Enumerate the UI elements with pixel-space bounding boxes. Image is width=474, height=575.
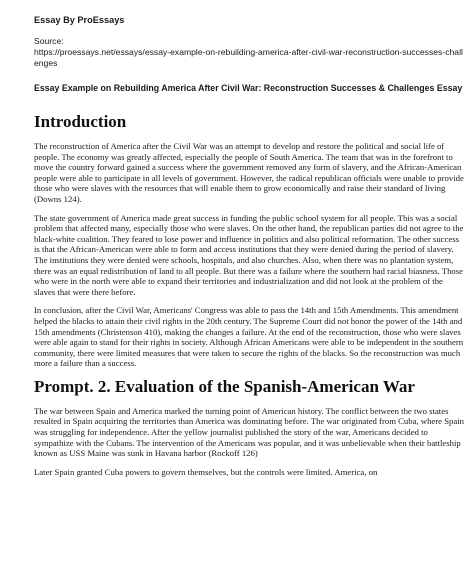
source-label: Source: <box>34 36 64 46</box>
section-prompt-2 <box>34 377 464 478</box>
brand-label: Essay By ProEssays <box>34 15 125 25</box>
paragraph: The war between Spain and America marked the turning point of American history. The conflict between the two states resulted in Spain acquiring the territories than America was dominating before. The war originated from Cuba, where Spain was struggling for independence. After the yellow journalist published the story of the war, Americans decided to sympathize with the Cubans. The intervention of the Americans was popular, and it was unbelievable when their battleship known as USS Maine was sunk in Havana harbor (Rockoff 126) <box>34 405 464 459</box>
paragraph: Later Spain granted Cuba powers to govern themselves, but the controls were limited. America, on <box>34 466 378 477</box>
section-introduction <box>34 112 464 369</box>
section-heading: Prompt. 2. Evaluation of the Spanish-American War <box>34 376 415 396</box>
document-title: Essay Example on Rebuilding America After Civil War: Reconstruction Successes & Challenges Essay <box>34 83 463 93</box>
paragraph: The state government of America made great success in funding the public school system for all people. This was a social problem that affected many, especially those who were slaves. On the other hand, the republican parties did not agree to the black-white coalition. They feared to lose power and influence in politics and also political reformation. The other success is that the African-American were able to form and access institutions that they were denied during the period of slavery. The institutions they were denied were schools, hospitals, and also churches. Also, when there was no plantation system, there was an equal redistribution of land to all people. But there was a failure where the southern had racial biasness. Those who were in the north were able to expand their territories and industrialization and did not look at the problem of the slaves that were there before. <box>34 212 464 297</box>
document-page <box>34 14 464 485</box>
source-block <box>34 36 464 69</box>
source-url-link[interactable]: https://proessays.net/essays/essay-example-on-rebuilding-america-after-civil-war-reconstruction-successes-challenges <box>34 47 463 68</box>
section-heading: Introduction <box>34 112 127 131</box>
paragraph: The reconstruction of America after the Civil War was an attempt to develop and restore the political and social life of people. The economy was greatly affected, especially the people of South America. The team that was in the forefront to move the country forward gained a success where the government removed any form of slavery, and the African-American people were able to participate in all levels of government. However, the radical republican officials were unable to provide those who were slaves with the resources that will enable them to grow economically and raise their standard of living (Downs 124). <box>34 141 464 204</box>
paragraph: In conclusion, after the Civil War, Americans' Congress was able to pass the 14th and 15th Amendments. This amendment helped the blacks to attain their civil rights in the 20th century. The Supreme Court did not honor the power of the 14th and 15th amendments (Christenson 410), making the changes a failure. At the end of the reconstruction, those who were slaves were able again to stand for their rights in society. Although African Americans were able to be independent in the southern community, there were limited measures that were taken to secure the rights of the blacks. So the reconstruction was much more a failure than a success. <box>34 305 464 369</box>
